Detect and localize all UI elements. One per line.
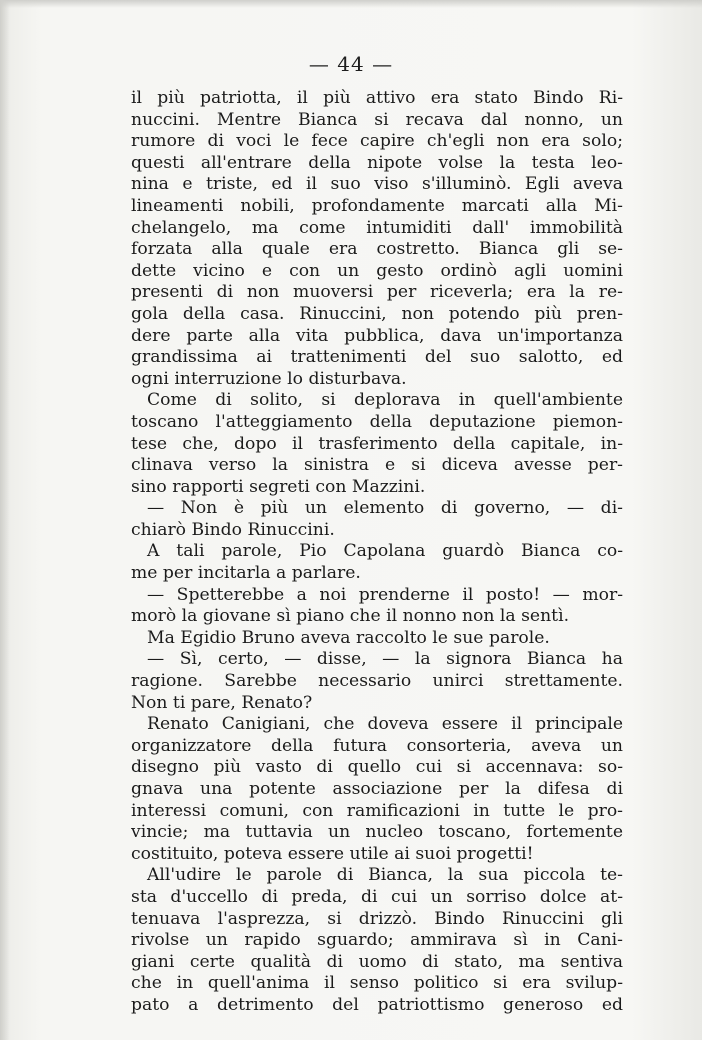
text-line: — Non è più un elemento di governo, — di- (147, 498, 623, 519)
text-line: il più patriotta, il più attivo era stato Bindo Ri- (131, 88, 623, 108)
text-line: questi all'entrare della nipote volse la testa leo- (131, 152, 623, 173)
text-line: me per incitarla a parlare. (131, 563, 361, 584)
text-line: ragione. Sarebbe necessario unirci strettamente. (131, 671, 623, 692)
text-line: vincie; ma tuttavia un nucleo toscano, fortemente (131, 822, 623, 843)
page-top-shadow (0, 0, 702, 8)
text-line: dere parte alla vita pubblica, dava un'importanza (131, 325, 623, 346)
text-line: presenti di non muoversi per riceverla; era la re- (131, 282, 623, 303)
text-line: pato a detrimento del patriottismo generoso ed (131, 994, 623, 1015)
text-line: Renato Canigiani, che doveva essere il principale (147, 714, 623, 735)
body-text (131, 88, 623, 1017)
text-line: chiarò Bindo Rinuccini. (131, 519, 335, 540)
text-line: Ma Egidio Bruno aveva raccolto le sue parole. (147, 627, 550, 648)
text-line: All'udire le parole di Bianca, la sua piccola te- (147, 865, 623, 886)
text-line: — Spetterebbe a noi prenderne il posto! — mor- (147, 584, 623, 605)
text-line: organizzatore della futura consorteria, aveva un (131, 735, 623, 756)
text-line: rivolse un rapido sguardo; ammirava sì in Cani- (131, 930, 623, 951)
text-line: dette vicino e con un gesto ordinò agli uomini (131, 260, 623, 281)
text-line: chelangelo, ma come intumiditi dall' immobilità (131, 217, 623, 238)
text-line: morò la giovane sì piano che il nonno non la sentì. (131, 606, 570, 627)
text-line: interessi comuni, con ramificazioni in tutte le pro- (131, 800, 623, 821)
text-line: Non ti pare, Renato? (131, 692, 313, 713)
text-line: toscano l'atteggiamento della deputazione piemon- (131, 411, 623, 432)
text-line: gnava una potente associazione per la difesa di (131, 779, 623, 799)
text-line: clinava verso la sinistra e si diceva avesse per- (131, 455, 623, 476)
text-line: A tali parole, Pio Capolana guardò Bianca co- (147, 541, 623, 562)
text-line: grandissima ai trattenimenti del suo salotto, ed (131, 347, 623, 368)
text-line: sino rapporti segreti con Mazzini. (131, 476, 426, 497)
text-line: sta d'uccello di preda, di cui un sorriso dolce at- (131, 886, 623, 907)
page-number: — 44 — (308, 52, 394, 76)
text-line: giani certe qualità di uomo di stato, ma sentiva (131, 951, 623, 972)
text-line: nina e triste, ed il suo viso s'illuminò. Egli aveva (131, 174, 623, 195)
text-line: Come di solito, si deplorava in quell'ambiente (147, 390, 623, 411)
text-line: nuccini. Mentre Bianca si recava dal nonno, un (131, 109, 623, 130)
text-line: forzata alla quale era costretto. Bianca gli se- (131, 239, 623, 260)
page-left-shadow (0, 0, 10, 1040)
text-line: rumore di voci le fece capire ch'egli non era solo; (131, 131, 623, 152)
text-line: tese che, dopo il trasferimento della capitale, in- (131, 433, 623, 454)
text-line: — Sì, certo, — disse, — la signora Bianca ha (147, 649, 623, 670)
text-line: che in quell'anima il senso politico si era svilup- (131, 973, 623, 994)
text-line: lineamenti nobili, profondamente marcati alla Mi- (131, 195, 623, 216)
text-line: disegno più vasto di quello cui si accennava: so- (131, 757, 623, 778)
text-line: costituito, poteva essere utile ai suoi progetti! (131, 843, 534, 864)
text-line: gola della casa. Rinuccini, non potendo più pren- (131, 303, 623, 324)
text-line: tenuava l'asprezza, si drizzò. Bindo Rinuccini gli (131, 908, 623, 929)
text-line: ogni interruzione lo disturbava. (131, 368, 407, 389)
